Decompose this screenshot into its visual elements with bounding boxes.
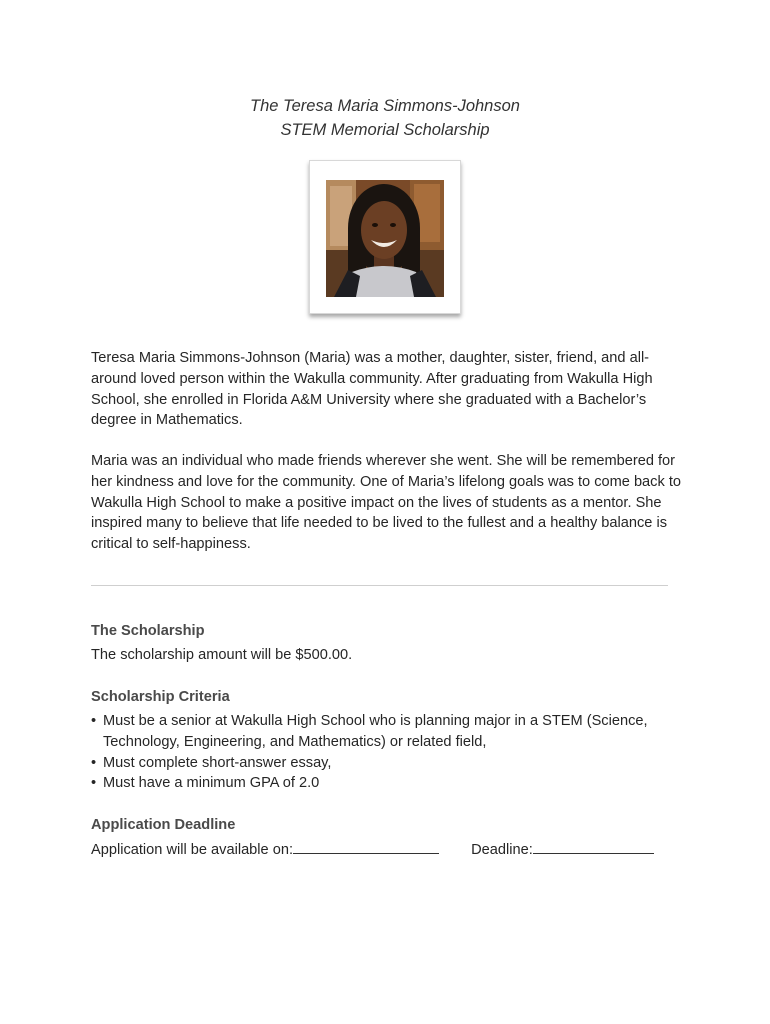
criteria-heading: Scholarship Criteria: [91, 689, 230, 705]
scholarship-amount-text: The scholarship amount will be $500.00.: [91, 647, 353, 663]
bio-paragraph-2: [91, 451, 691, 555]
deadline-row: [91, 839, 691, 860]
criteria-item-text: Must have a minimum GPA of 2.0: [103, 775, 320, 792]
bio-paragraph-1-text: Teresa Maria Simmons-Johnson (Maria) was a mother, daughter, sister, friend, and all-around loved person within the Wakulla community. After graduating from Wakulla High School, she enrolled in Florida A&M University where she graduated with a Bachelor’s degree in Mathematics.: [91, 350, 653, 429]
criteria-item-text: Must complete short-answer essay,: [103, 754, 332, 771]
deadline-label: Deadline:: [471, 842, 533, 858]
bio-paragraph-1: [91, 348, 691, 431]
available-on-blank[interactable]: [293, 839, 439, 854]
deadline-blank[interactable]: [533, 839, 654, 854]
available-on-label: Application will be available on:: [91, 842, 294, 858]
criteria-item: [91, 753, 691, 774]
criteria-item: [91, 711, 691, 753]
scholarship-heading: The Scholarship: [91, 623, 205, 639]
deadline-heading: Application Deadline: [91, 817, 236, 833]
bullet-icon: •: [91, 713, 97, 729]
title-line-1: The Teresa Maria Simmons-Johnson: [250, 97, 520, 115]
criteria-list: [91, 711, 691, 794]
criteria-item-text: Must be a senior at Wakulla High School who is planning major in a STEM (Science, Technology, Engineering, and Mathematics) or related field,: [103, 713, 648, 750]
title-line-2: STEM Memorial Scholarship: [280, 121, 490, 139]
document-title: [0, 94, 770, 142]
criteria-item: [91, 773, 691, 794]
bullet-icon: •: [91, 775, 97, 792]
bullet-icon: •: [91, 754, 97, 771]
section-divider: [91, 585, 668, 586]
bio-paragraph-2-text: Maria was an individual who made friends wherever she went. She will be remembered for her kindness and love for the community. One of Maria’s lifelong goals was to come back to Wakulla High School to make a positive impact on the lives of students as a mentor. She inspired many to believe that life needed to be lived to the fullest and a healthy balance is critical to self-happiness.: [91, 453, 681, 553]
portrait-photo: [326, 180, 444, 297]
photo-frame: [309, 160, 461, 314]
